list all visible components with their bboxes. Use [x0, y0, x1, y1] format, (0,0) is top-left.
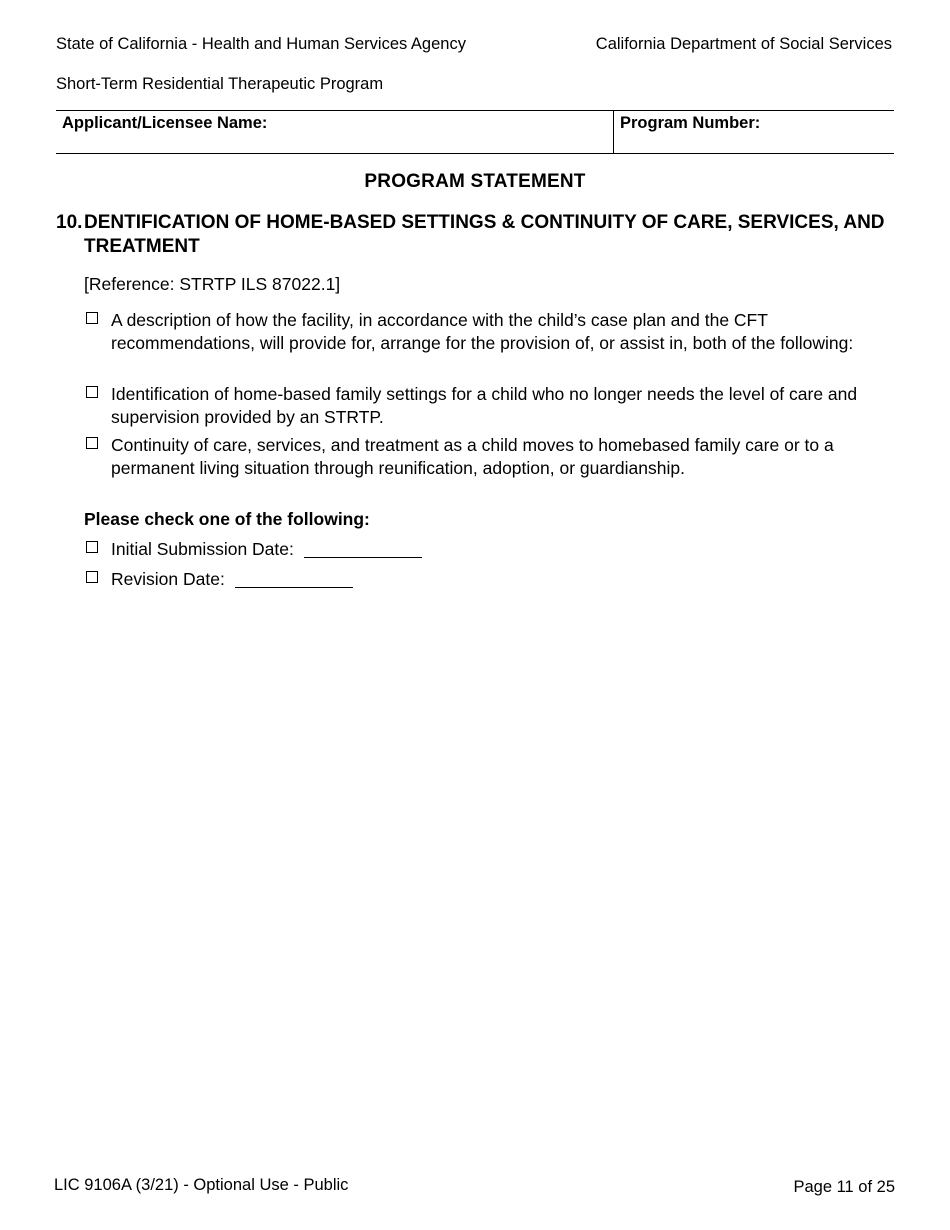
checklist-item: [84, 383, 894, 428]
initial-submission-date-field[interactable]: [304, 540, 422, 558]
submission-prompt: Please check one of the following:: [84, 509, 370, 529]
page-title: PROGRAM STATEMENT: [364, 171, 586, 192]
checklist-item-text: Identification of home-based family settings for a child who no longer needs the level of care and supervision provided by an STRTP.: [111, 384, 858, 427]
section-number: 10.: [56, 212, 83, 233]
program-number-label: Program Number:: [620, 114, 761, 132]
checklist-item: [84, 434, 894, 479]
applicant-info-table: [56, 110, 894, 154]
checklist-item-text: A description of how the facility, in accordance with the child’s case plan and the CFT recommendations, will provide for, arrange for the provision of, or assist in, both of the following:: [111, 310, 854, 353]
section-heading: [56, 211, 901, 259]
program-number-field[interactable]: [614, 111, 894, 153]
section-title: DENTIFICATION OF HOME-BASED SETTINGS & CONTINUITY OF CARE, SERVICES, AND TREATMENT: [84, 212, 885, 257]
revision-date-field[interactable]: [235, 570, 353, 588]
checkbox[interactable]: [86, 386, 98, 398]
initial-submission-label: Initial Submission Date:: [111, 539, 294, 559]
revision-row: [84, 568, 353, 590]
page-number: Page 11 of 25: [793, 1178, 895, 1196]
agency-name: State of California - Health and Human Services Agency: [56, 35, 466, 53]
applicant-name-label: Applicant/Licensee Name:: [62, 114, 268, 132]
checklist-item: [84, 309, 894, 354]
checkbox[interactable]: [86, 312, 98, 324]
applicant-name-field[interactable]: [56, 111, 614, 153]
reference-text: [Reference: STRTP ILS 87022.1]: [84, 274, 341, 294]
revision-checkbox[interactable]: [86, 571, 98, 583]
revision-label: Revision Date:: [111, 569, 225, 589]
form-identifier: LIC 9106A (3/21) - Optional Use - Public: [54, 1176, 349, 1194]
initial-submission-checkbox[interactable]: [86, 541, 98, 553]
checklist-item-text: Continuity of care, services, and treatment as a child moves to homebased family care or to a permanent living situation through reunification, adoption, or guardianship.: [111, 435, 834, 478]
program-type: Short-Term Residential Therapeutic Program: [56, 75, 384, 93]
initial-submission-row: [84, 538, 422, 560]
checkbox[interactable]: [86, 437, 98, 449]
department-name: California Department of Social Services: [595, 35, 892, 53]
